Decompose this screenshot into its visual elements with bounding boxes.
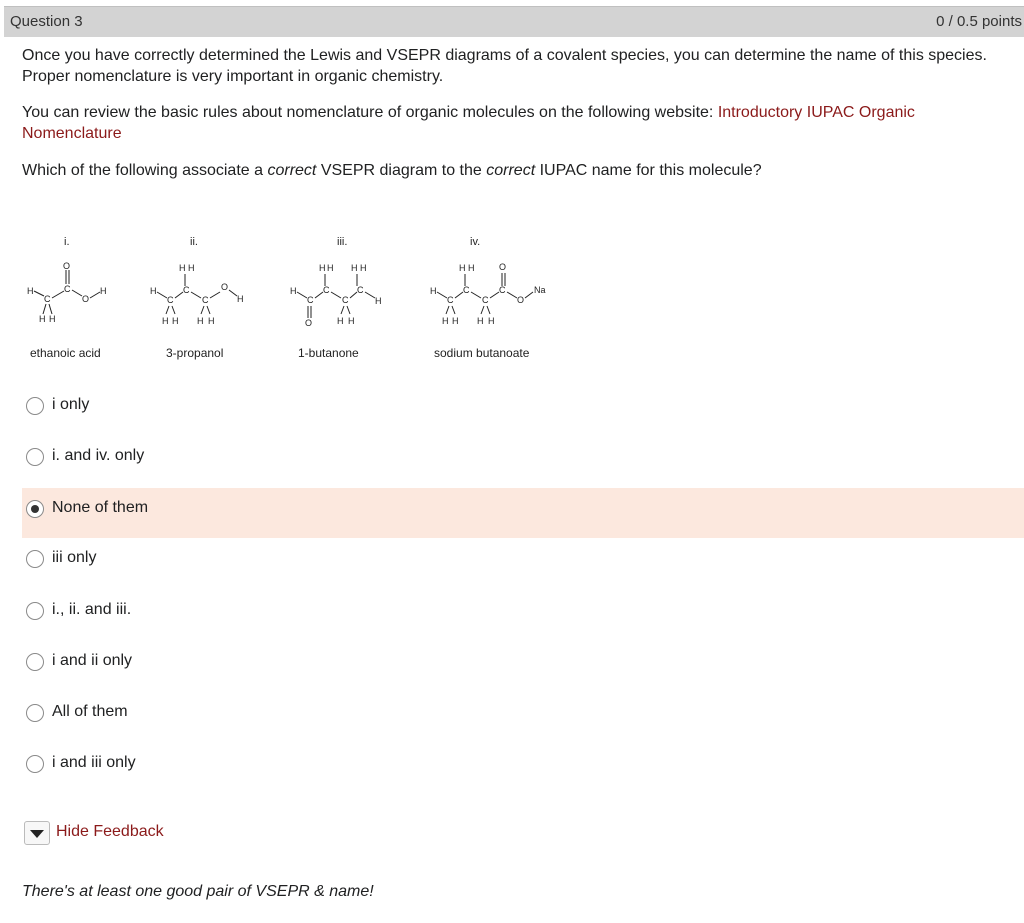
option-iii-only[interactable] — [22, 538, 1024, 588]
molecule-ii-diagram — [145, 258, 255, 330]
nomenclature-text: You can review the basic rules about nomenclature of organic molecules on the following website: — [22, 104, 718, 121]
svg-text:H: H — [162, 316, 169, 326]
molecule-i-diagram — [22, 256, 122, 326]
option-label: All of them — [52, 703, 128, 720]
prompt-emphasis-1: correct — [267, 162, 317, 179]
svg-text:O: O — [499, 262, 507, 272]
option-label: i. and iv. only — [52, 447, 145, 464]
svg-text:C: C — [44, 294, 51, 304]
svg-text:O: O — [305, 318, 313, 328]
svg-text:H: H — [39, 314, 46, 324]
nomenclature-paragraph — [22, 102, 1012, 144]
svg-text:H: H — [237, 294, 244, 304]
svg-text:H: H — [468, 263, 475, 273]
option-label: i., ii. and iii. — [52, 601, 132, 618]
svg-text:C: C — [167, 295, 174, 305]
svg-text:O: O — [517, 295, 525, 305]
svg-text:C: C — [64, 284, 71, 294]
svg-text:H: H — [442, 316, 449, 326]
molecule-ii-name: 3-propanol — [166, 346, 224, 360]
option-none-of-them[interactable] — [22, 488, 1024, 538]
molecule-number-ii: ii. — [190, 236, 198, 248]
intro-paragraph: Once you have correctly determined the Lewis and VSEPR diagrams of a covalent species, you can determine the name of this species. Proper nomenclature is very important in organic chemistry. — [22, 47, 987, 85]
svg-text:H: H — [49, 314, 56, 324]
svg-text:H: H — [459, 263, 466, 273]
svg-text:H: H — [327, 263, 334, 273]
molecule-number-iv: iv. — [470, 236, 481, 248]
svg-text:H: H — [452, 316, 459, 326]
option-label: iii only — [52, 549, 97, 566]
svg-text:H: H — [351, 263, 358, 273]
svg-text:H: H — [172, 316, 179, 326]
svg-text:H: H — [430, 286, 437, 296]
svg-text:C: C — [307, 295, 314, 305]
svg-text:O: O — [63, 261, 71, 271]
feedback-toggle-button[interactable] — [24, 821, 50, 845]
option-i-and-ii-only[interactable] — [22, 641, 1024, 691]
option-i-and-iii-only[interactable] — [22, 743, 1024, 793]
prompt-part-a: Which of the following associate a — [22, 162, 268, 179]
radio-button[interactable] — [26, 550, 44, 568]
option-i-and-iv-only[interactable] — [22, 436, 1024, 486]
option-i-ii-and-iii[interactable] — [22, 590, 1024, 640]
molecule-iii-name: 1-butanone — [298, 346, 359, 360]
svg-text:H: H — [477, 316, 484, 326]
svg-text:O: O — [82, 294, 90, 304]
svg-text:C: C — [463, 285, 470, 295]
iupac-nomenclature-link[interactable]: Introductory IUPAC Organic Nomenclature — [22, 104, 915, 142]
svg-text:H: H — [319, 263, 326, 273]
svg-text:C: C — [323, 285, 330, 295]
svg-text:C: C — [499, 285, 506, 295]
molecule-i-name: ethanoic acid — [30, 346, 101, 360]
caret-down-icon — [30, 830, 44, 838]
svg-text:H: H — [290, 286, 297, 296]
prompt-part-c: IUPAC name for this molecule? — [535, 162, 762, 179]
prompt-part-b: VSEPR diagram to the — [316, 162, 487, 179]
svg-text:O: O — [221, 282, 229, 292]
question-header — [4, 6, 1024, 37]
molecule-number-i: i. — [64, 236, 70, 248]
prompt-emphasis-2: correct — [486, 162, 536, 179]
option-i-only[interactable] — [22, 385, 1024, 435]
svg-text:H: H — [197, 316, 204, 326]
radio-button-selected[interactable] — [26, 500, 44, 518]
molecule-iii-diagram — [285, 258, 395, 330]
svg-text:H: H — [150, 286, 157, 296]
svg-text:C: C — [357, 285, 364, 295]
radio-button[interactable] — [26, 704, 44, 722]
radio-button[interactable] — [26, 653, 44, 671]
option-label: i and ii only — [52, 652, 133, 669]
molecule-iv-diagram — [425, 258, 555, 330]
hide-feedback-link[interactable]: Hide Feedback — [56, 823, 164, 840]
option-label: None of them — [52, 499, 149, 516]
option-all-of-them[interactable] — [22, 692, 1024, 742]
molecule-iv-name: sodium butanoate — [434, 346, 530, 360]
svg-text:H: H — [188, 263, 195, 273]
question-title: Question 3 — [10, 13, 83, 30]
svg-text:C: C — [342, 295, 349, 305]
radio-button[interactable] — [26, 755, 44, 773]
radio-selected-dot — [31, 505, 39, 513]
svg-text:C: C — [482, 295, 489, 305]
svg-text:H: H — [360, 263, 367, 273]
svg-text:C: C — [447, 295, 454, 305]
option-label: i only — [52, 396, 90, 413]
svg-text:H: H — [348, 316, 355, 326]
question-points: 0 / 0.5 points — [936, 13, 1022, 30]
molecule-number-iii: iii. — [337, 236, 348, 248]
option-label: i and iii only — [52, 754, 136, 771]
svg-text:H: H — [208, 316, 215, 326]
radio-button[interactable] — [26, 448, 44, 466]
svg-text:H: H — [27, 286, 34, 296]
svg-text:C: C — [202, 295, 209, 305]
svg-text:Na: Na — [534, 285, 546, 295]
svg-text:H: H — [179, 263, 186, 273]
svg-text:C: C — [183, 285, 190, 295]
feedback-text: There's at least one good pair of VSEPR & name! — [22, 883, 374, 900]
question-prompt — [22, 160, 1012, 181]
svg-text:H: H — [375, 296, 382, 306]
radio-button[interactable] — [26, 397, 44, 415]
svg-text:H: H — [100, 286, 107, 296]
svg-text:H: H — [337, 316, 344, 326]
radio-button[interactable] — [26, 602, 44, 620]
svg-text:H: H — [488, 316, 495, 326]
